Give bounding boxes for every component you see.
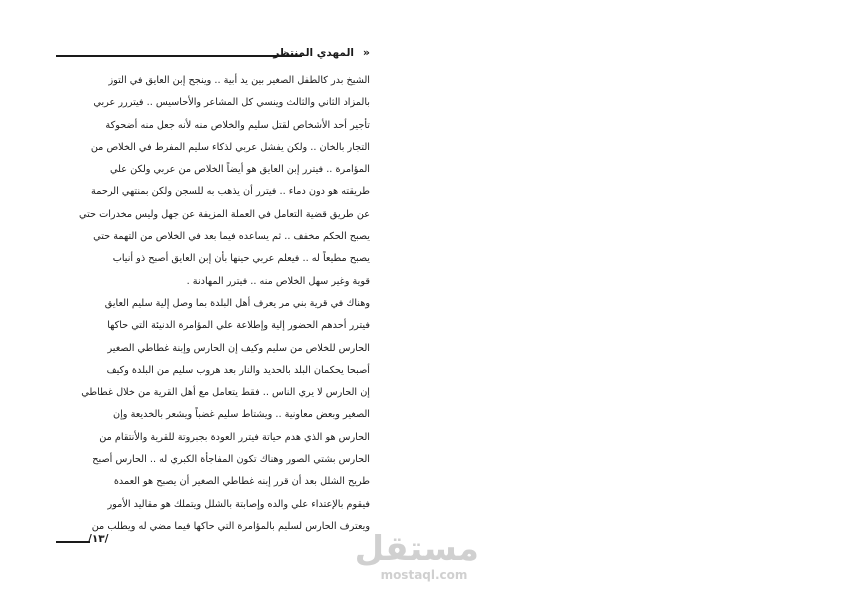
page-number: /١٣/ <box>88 533 109 545</box>
mostaql-watermark <box>354 529 479 586</box>
text-line: قوية وغير سهل الخلاص منه .. فيترر المهادنة . <box>186 275 370 287</box>
text-line: التجار بالخان .. ولكن يفشل عربي لذكاء سليم المفرط في الخلاص من <box>90 141 370 153</box>
text-line: فيقوم بالإعتداء علي والده وإصابتة بالشلل ويتملك هو مقاليد الأمور <box>107 498 370 510</box>
text-line: أصبحا يحكمان البلد بالحديد والنار بعد هروب سليم من البلدة وكيف <box>106 364 370 376</box>
text-line: فيترر أحدهم الحضور إلية وإطلاعة علي المؤامرة الدنيئة التي حاكها <box>107 320 370 332</box>
text-line: بالمزاد الثاني والثالث وينسي كل المشاعر والأحاسيس .. فيتررر عربي <box>93 97 370 109</box>
header-rule <box>56 55 302 57</box>
text-line: طريقته هو دون دماء .. فيترر أن يذهب به للسجن ولكن بمنتهي الرحمة <box>91 186 370 198</box>
page-footer <box>56 532 116 548</box>
text-line: الصغير وبعض معاونية .. ويشتاط سليم غضباً ويشعر بالخديعة وإن <box>113 409 370 421</box>
text-line: طريح الشلل بعد أن قرر إبنه غطاطي الصغير أن يصبح هو العمدة <box>113 476 370 488</box>
footer-rule <box>56 541 90 543</box>
watermark-latin: mostaql.com <box>380 568 468 582</box>
text-line: المؤامرة .. فيترر إبن العايق هو أيضاً الخلاص من عربي ولكن علي <box>109 164 370 176</box>
text-line: الحارس للخلاص من سليم وكيف إن الحارس وإبنة غطاطي الصغير <box>107 342 370 354</box>
text-line: يصبح الحكم مخفف .. ثم يساعده فيما بعد في الخلاص من التهمة حتي <box>93 231 370 243</box>
text-line: ويعترف الحارس لسليم بالمؤامرة التي حاكها فيما مضي له ويطلب من <box>91 520 370 532</box>
text-line: عن طريق قضية التعامل في العملة المزيفة عن جهل وليس مخدرات حتي <box>79 208 370 220</box>
text-line: وهناك في قرية بني مر يعرف أهل البلدة بما وصل إلية سليم العايق <box>104 297 370 309</box>
running-header <box>56 46 370 66</box>
text-line: الحارس بشتي الصور وهناك تكون المفاجأة الكبري له .. الحارس أصبح <box>92 454 370 466</box>
header-guillemet: » <box>362 46 370 59</box>
book-title: المهدي المنتظر <box>273 47 354 59</box>
text-line: الحارس هو الذي هدم حياتة فيترر العودة بجبروتة للقرية والأنتقام من <box>99 431 370 443</box>
text-line: تأجير أحد الأشخاص لقتل سليم والخلاص منه لأنه جعل منه أضحوكة <box>105 119 370 131</box>
text-line: يصبح مطيعاً له .. فيعلم عربي حينها بأن إبن العايق أصبح ذو أنياب <box>112 253 370 265</box>
text-line: الشيخ بدر كالطفل الصغير بين يد أبية .. وينجح إبن العايق في التوز <box>108 75 370 86</box>
text-line: إن الحارس لا يري الناس .. فقط يتعامل مع أهل القرية من خلال غطاطي <box>81 387 370 399</box>
watermark-arabic: مستقل <box>354 529 479 569</box>
page-body <box>52 70 370 538</box>
